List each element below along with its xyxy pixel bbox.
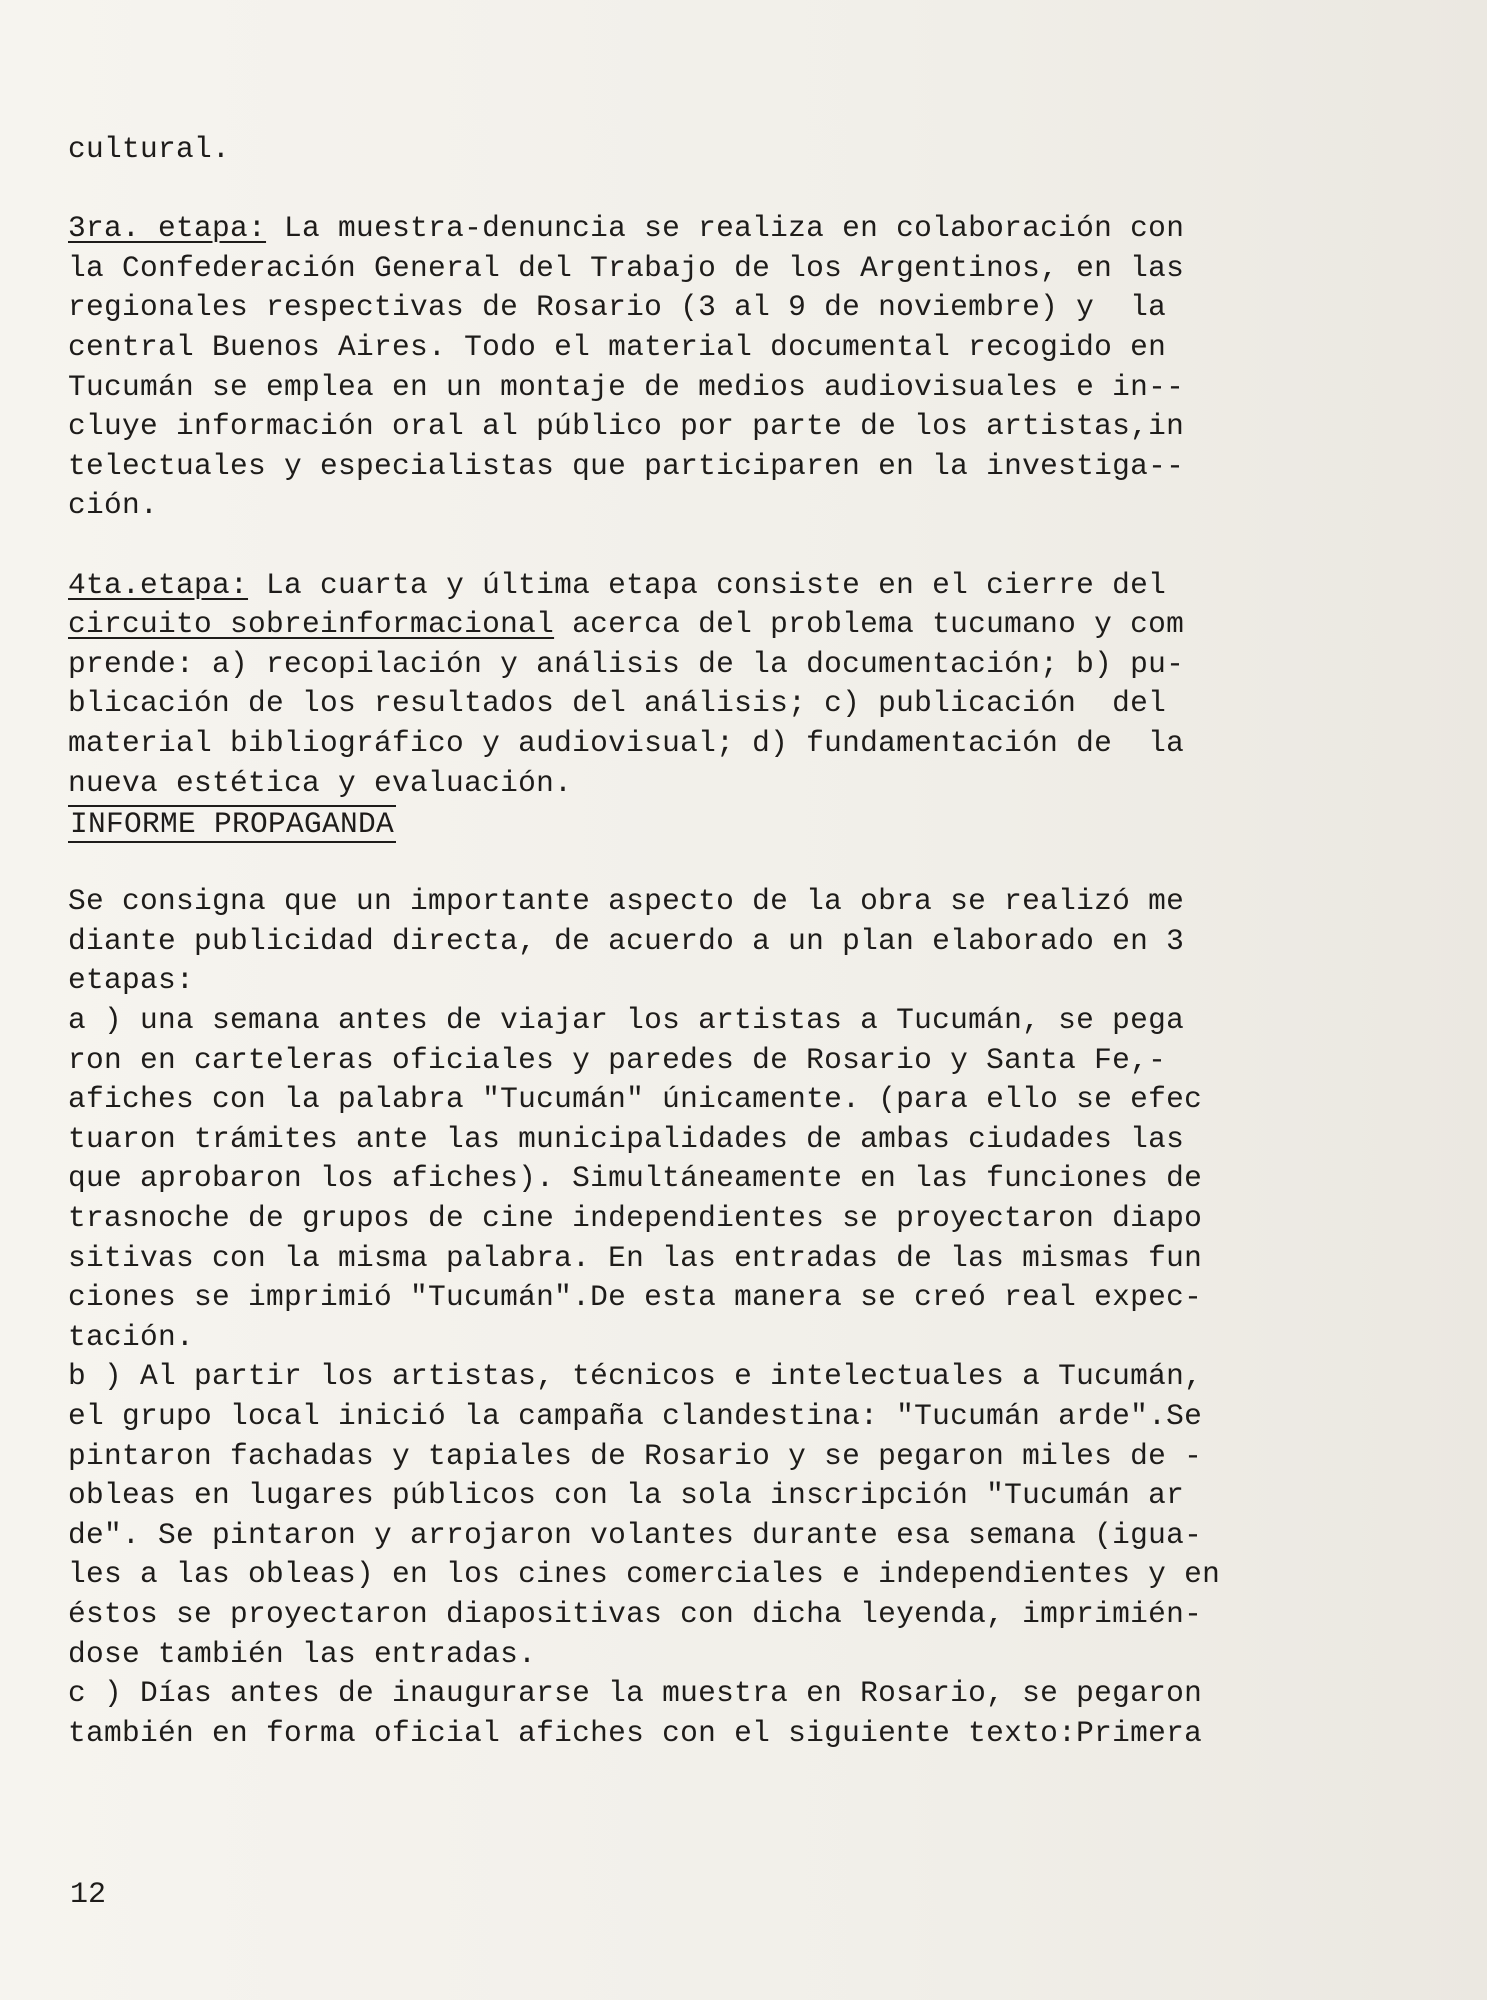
text-line [68,803,1308,843]
text-segment: b ) Al partir los artistas, técnicos e intelectuales a Tucumán, [68,1359,1203,1394]
text-segment: La muestra-denuncia se realiza en colaboración con [266,211,1185,246]
text-segment: c ) Días antes de inaugurarse la muestra en Rosario, se pegaron [68,1676,1203,1711]
text-line [68,1041,1308,1081]
text-segment: tación. [68,1319,195,1354]
text-segment: obleas en lugares públicos con la sola inscripción "Tucumán ar [68,1478,1185,1513]
text-segment: ción. [68,488,159,523]
text-line [68,1476,1308,1516]
text-line [68,764,1308,804]
text-line [68,1239,1308,1279]
text-line [68,1397,1308,1437]
text-segment: ron en carteleras oficiales y paredes de Rosario y Santa Fe,- [68,1042,1167,1077]
text-line [68,1159,1308,1199]
text-line [68,566,1308,606]
text-segment: diante publicidad directa, de acuerdo a un plan elaborado en 3 [68,923,1185,958]
text-line [68,1674,1308,1714]
text-segment: afiches con la palabra "Tucumán" únicamente. (para ello se efec [68,1082,1203,1117]
text-line [68,130,1308,170]
document-body [68,130,1308,1753]
page-number: 12 [70,1878,107,1912]
text-line [68,724,1308,764]
text-line [68,1595,1308,1635]
text-segment: cluye información oral al público por parte de los artistas,in [68,409,1185,444]
text-line [68,1001,1308,1041]
text-line [68,1635,1308,1675]
text-line [68,249,1308,289]
text-segment: tuaron trámites ante las municipalidades de ambas ciudades las [68,1121,1185,1156]
text-line [68,1555,1308,1595]
text-line [68,605,1308,645]
text-segment: etapas: [68,963,195,998]
text-line [68,1437,1308,1477]
text-line [68,922,1308,962]
underlined-label: 4ta.etapa: [68,567,249,602]
text-segment: regionales respectivas de Rosario (3 al 9 de noviembre) y la [68,290,1167,325]
underlined-label: 3ra. etapa: [68,211,267,246]
text-line [68,1080,1308,1120]
text-line [68,1120,1308,1160]
text-line [68,1516,1308,1556]
text-segment: Tucumán se emplea en un montaje de medios audiovisuales e in-- [68,369,1185,404]
text-segment: la Confederación General del Trabajo de los Argentinos, en las [68,250,1185,285]
text-segment: les a las obleas) en los cines comerciales e independientes y en [68,1557,1221,1592]
text-segment: pintaron fachadas y tapiales de Rosario y se pegaron miles de - [68,1438,1203,1473]
underlined-label: circuito sobreinformacional [68,607,555,642]
paragraph-gap [68,170,1308,210]
text-line [68,1278,1308,1318]
text-segment: a ) una semana antes de viajar los artistas a Tucumán, se pega [68,1003,1185,1038]
text-line [68,407,1308,447]
text-segment: cultural. [68,132,231,166]
text-segment: ciones se imprimió "Tucumán".De esta manera se creó real expec- [68,1280,1203,1315]
text-line [68,961,1308,1001]
text-segment: de". Se pintaron y arrojaron volantes durante esa semana (igua- [68,1517,1203,1552]
text-segment: Se consigna que un importante aspecto de la obra se realizó me [68,884,1185,919]
text-segment: trasnoche de grupos de cine independientes se proyectaron diapo [68,1201,1203,1236]
text-segment: que aprobaron los afiches). Simultáneamente en las funciones de [68,1161,1203,1196]
text-line [68,1357,1308,1397]
text-segment: blicación de los resultados del análisis; c) publicación del [68,686,1167,721]
text-line [68,486,1308,526]
text-line [68,1714,1308,1754]
text-segment: sitivas con la misma palabra. En las entradas de las mismas fun [68,1240,1203,1275]
text-line [68,328,1308,368]
paragraph-gap [68,526,1308,566]
text-segment: acerca del problema tucumano y com [554,607,1185,642]
text-segment: también en forma oficial afiches con el siguiente texto:Primera [68,1715,1203,1750]
text-segment: dose también las entradas. [68,1636,537,1671]
text-segment: el grupo local inició la campaña clandestina: "Tucumán arde".Se [68,1399,1203,1433]
text-segment: La cuarta y última etapa consiste en el cierre del [248,567,1167,602]
text-segment: éstos se proyectaron diapositivas con dicha leyenda, imprimién- [68,1596,1203,1631]
text-segment: prende: a) recopilación y análisis de la documentación; b) pu- [68,646,1185,681]
text-line [68,1318,1308,1358]
text-segment: material bibliográfico y audiovisual; d) fundamentación de la [68,725,1185,760]
text-segment: central Buenos Aires. Todo el material documental recogido en [68,329,1167,364]
section-heading: INFORME PROPAGANDA [70,807,395,842]
text-line [68,645,1308,685]
text-line [68,447,1308,487]
text-segment: nueva estética y evaluación. [68,765,573,800]
paragraph-gap [68,843,1308,883]
text-segment: telectuales y especialistas que participaren en la investiga-- [68,448,1185,483]
text-line [68,1199,1308,1239]
text-line [68,368,1308,408]
text-line [68,209,1308,249]
text-line [68,684,1308,724]
text-line [68,882,1308,922]
text-line [68,288,1308,328]
